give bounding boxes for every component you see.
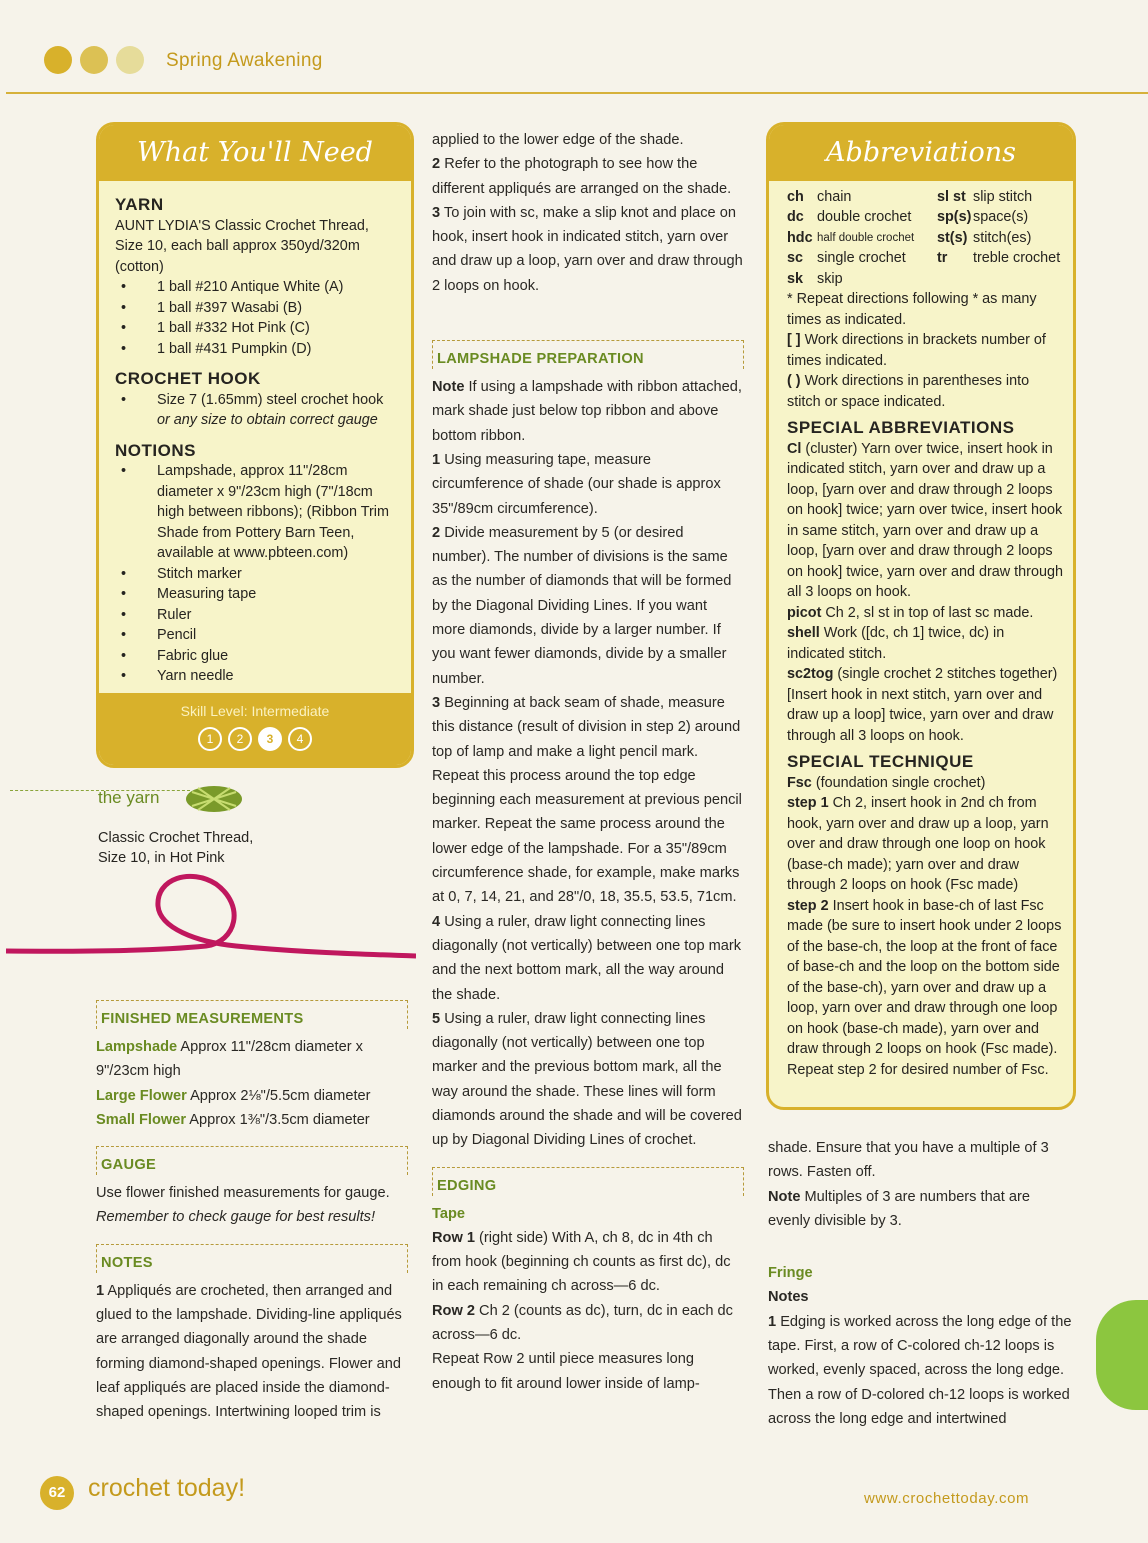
prep-heading: LAMPSHADE PREPARATION <box>432 340 744 369</box>
yarn-item: • 1 ball #397 Wasabi (B) <box>121 299 303 316</box>
magazine-url: www.crochettoday.com <box>864 1490 1030 1507</box>
abbreviations-title: Abbreviations <box>769 125 1073 181</box>
notions-item: • Lampshade, approx 11"/28cm diameter x 9"/23cm high (7"/18cm high between ribbons); (Ribbon Trim Shade from Pottery Barn Teen, available at www.pbteen.com) <box>121 463 389 561</box>
crochet-sample-edge <box>1096 1300 1148 1410</box>
finished-row-large-flower: Large Flower Approx 2⅛"/5.5cm diameter <box>96 1087 371 1104</box>
finished-heading: FINISHED MEASUREMENTS <box>96 1000 408 1029</box>
prep-step: 5 Using a ruler, draw light connecting lines diagonally (not vertically) between one top marker and the previous bottom mark, all the way around the shade. These lines will form diamonds around the shade and will be covered up by Diagonal Dividing Lines of crochet. <box>432 1010 742 1149</box>
edging-heading: EDGING <box>432 1167 744 1196</box>
fringe-notes-heading: Notes <box>768 1289 809 1306</box>
header-dot-3 <box>116 46 144 74</box>
what-you-need-title: What You'll Need <box>99 125 411 181</box>
repeat-explanation: * Repeat directions following * as many times as indicated. <box>787 291 1037 328</box>
notions-item: • Stitch marker <box>121 565 242 582</box>
notions-item: • Measuring tape <box>121 586 257 602</box>
step-text: 2 Refer to the photograph to see how the different appliqués are arranged on the shade. <box>432 156 732 197</box>
prep-step: 4 Using a ruler, draw light connecting lines diagonally (not vertically) between one top mark and the next bottom mark, all the way around the shade. <box>432 913 742 1003</box>
gauge-text: Use flower finished measurements for gauge. <box>96 1185 390 1202</box>
what-you-need-box <box>96 122 414 768</box>
shade-continuation: shade. Ensure that you have a multiple of 3 rows. Fasten off. <box>768 1140 1049 1181</box>
notions-item: • Yarn needle <box>121 668 234 684</box>
row-1: Row 1 (right side) With A, ch 8, dc in 4th ch from hook (beginning ch counts as first dc), dc in each remaining ch across—6 dc. <box>432 1229 731 1295</box>
notions-heading: NOTIONS <box>115 440 196 460</box>
finished-measurements <box>96 1000 408 1425</box>
repeat-text: Repeat Row 2 until piece measures long enough to fit around lower inside of lamp- <box>432 1351 700 1392</box>
fsc-step-2: step 2 Insert hook in base-ch of last Fsc made (be sure to insert hook under 2 loops of the base-ch, the loop at the front of face of base-ch and the loop on the bottom side of the base-ch), yarn over and draw up a loop, yarn over and draw through one loop on hook (base-ch made), yarn over and draw through 2 loops on hook (Fsc made). <box>787 897 1062 1058</box>
hook-item: • Size 7 (1.65mm) steel crochet hook or any size to obtain correct gauge <box>121 391 384 428</box>
page-number: 62 <box>40 1476 74 1510</box>
skill-circle-1: 1 <box>198 727 222 751</box>
column-3 <box>768 1136 1074 1431</box>
yarn-caption-2: Size 10, in Hot Pink <box>98 850 225 866</box>
sc2tog-def: sc2tog (single crochet 2 stitches together) [Insert hook in next stitch, yarn over and draw up a loop] twice, yarn over and draw through all 3 loops on hook. <box>787 666 1058 744</box>
skill-level <box>99 693 411 765</box>
header-dots <box>44 46 144 74</box>
yarn-feature-label: the yarn <box>98 788 160 807</box>
prep-step: 1 Using measuring tape, measure circumference of shade (our shade is approx 35"/89cm circumference). <box>432 451 721 517</box>
finished-row-small-flower: Small Flower Approx 1⅜"/3.5cm diameter <box>96 1111 370 1128</box>
multiples-note: Note Multiples of 3 are numbers that are evenly divisible by 3. <box>768 1188 1031 1229</box>
yarn-item: • 1 ball #210 Antique White (A) <box>121 279 344 295</box>
prep-step: 3 Beginning at back seam of shade, measure this distance (result of division in step 2) around top of lamp and make a light pencil mark. Repeat this process around the top edge beginning each measurement at previous pencil marker. Repeat the same process around the lower edge of the lampshade. For a 35"/89cm circumference shade, for example, make marks at 0, 7, 14, 21, and 28"/0, 18, 35.5, 53.5, 71cm. <box>432 694 742 906</box>
shell-def: shell Work ([dc, ch 1] twice, dc) in indicated stitch. <box>787 625 1005 662</box>
intro-text: applied to the lower edge of the shade. <box>432 132 684 148</box>
fsc-repeat: Repeat step 2 for desired number of Fsc. <box>787 1061 1049 1078</box>
skill-circle-3-selected: 3 <box>258 727 282 751</box>
parentheses-explanation: ( ) Work directions in parentheses into stitch or space indicated. <box>787 373 1030 410</box>
hook-heading: CROCHET HOOK <box>115 369 261 388</box>
abbreviations-box <box>766 122 1076 1110</box>
special-abbreviations-heading: SPECIAL ABBREVIATIONS <box>787 418 1015 438</box>
gauge-note: Remember to check gauge for best results! <box>96 1209 376 1226</box>
header-dot-2 <box>80 46 108 74</box>
notes-text: 1 Appliqués are crocheted, then arranged and glued to the lampshade. Dividing-line appliqués are arranged diagonally around the shade forming diamond-shaped openings. Flower and leaf appliqués are placed inside the diamond-shaped openings. Intertwining looped trim is <box>96 1282 402 1421</box>
notions-item: • Ruler <box>121 606 192 623</box>
pink-yarn-loop-icon <box>6 866 416 966</box>
gauge-heading: GAUGE <box>96 1146 408 1175</box>
yarn-item: • 1 ball #431 Pumpkin (D) <box>121 340 312 357</box>
abbreviation-table: ch chain sl st slip stitch dc double crochet sp(s) space(s) hdc half double crochet st(s) stitch(es) sc single crochet tr treble crochet sk skip <box>787 189 1061 287</box>
fringe-note-1: 1 Edging is worked across the long edge of the tape. First, a row of C-colored ch-12 loops is worked, evenly spaced, across the long edge. Then a row of D-colored ch-12 loops is worked across the long edge and intertwined <box>768 1313 1072 1427</box>
finished-row-lampshade: Lampshade Approx 11"/28cm diameter x 9"/23cm high <box>96 1039 363 1080</box>
header-dot-1 <box>44 46 72 74</box>
yarn-item: • 1 ball #332 Hot Pink (C) <box>121 320 310 336</box>
yarn-caption-1: Classic Crochet Thread, <box>98 830 254 846</box>
yarn-heading: YARN <box>115 195 164 214</box>
prep-step: 2 Divide measurement by 5 (or desired number). The number of divisions is the same as the number of diamonds that will be formed by the Diagonal Dividing Lines. If you want more diamonds, divide by a larger number. If you want fewer diamonds, divide by a smaller number. <box>432 524 732 687</box>
picot-def: picot Ch 2, sl st in top of last sc made. <box>787 604 1034 621</box>
notions-item: • Pencil <box>121 627 197 643</box>
skill-label: Skill Level: <box>180 703 248 719</box>
header-rule <box>6 92 1148 94</box>
skill-circle-2: 2 <box>228 727 252 751</box>
fsc-step-1: step 1 Ch 2, insert hook in 2nd ch from hook, yarn over and draw up a loop, yarn over and draw through one loop on hook (base-ch made); yarn over and draw through 2 loops on hook (Fsc made) <box>787 795 1049 894</box>
brackets-explanation: [ ] Work directions in brackets number of times indicated. <box>787 332 1046 369</box>
yarn-ball-icon <box>184 784 244 814</box>
skill-circle-4: 4 <box>288 727 312 751</box>
notes-heading: NOTES <box>96 1244 408 1273</box>
skill-value: Intermediate <box>251 703 330 719</box>
special-technique-heading: SPECIAL TECHNIQUE <box>787 752 974 772</box>
section-title: Spring Awakening <box>166 50 323 71</box>
magazine-logo: crochet today! <box>88 1474 246 1502</box>
cluster-def: Cl (cluster) Yarn over twice, insert hook in indicated stitch, yarn over and draw up a loop, [yarn over and draw through 2 loops on hook] twice; yarn over twice, insert hook in same stitch, yarn over and draw up a loop, [yarn over and draw through 2 loops on hook] twice, yarn over and draw through all 3 loops on hook. <box>787 440 1063 601</box>
yarn-description: AUNT LYDIA'S Classic Crochet Thread, Size 10, each ball approx 350yd/320m (cotton) <box>115 217 369 275</box>
step-text: 3 To join with sc, make a slip knot and place on hook, insert hook in indicated stitch, yarn over and draw up a loop, yarn over and draw through 2 loops on hook. <box>432 204 743 294</box>
prep-note: Note If using a lampshade with ribbon attached, mark shade just below top ribbon and above bottom ribbon. <box>432 379 742 444</box>
fringe-heading: Fringe <box>768 1265 813 1282</box>
notions-item: • Fabric glue <box>121 647 229 664</box>
column-2 <box>432 128 744 1396</box>
row-2: Row 2 Ch 2 (counts as dc), turn, dc in each dc across—6 dc. <box>432 1302 733 1344</box>
tape-heading: Tape <box>432 1205 465 1222</box>
fsc-def: Fsc (foundation single crochet) <box>787 774 986 791</box>
